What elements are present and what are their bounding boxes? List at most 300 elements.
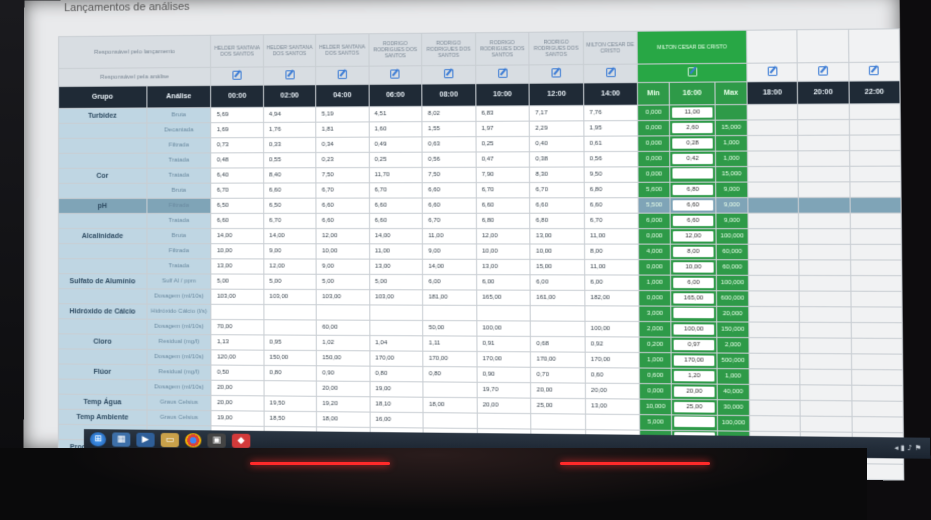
future-value-cell[interactable] [798,151,849,167]
future-value-cell[interactable] [748,244,799,260]
future-value-cell[interactable] [799,213,850,229]
value-cell[interactable]: 6,83 [476,106,530,122]
value-cell[interactable]: 13,00 [476,259,530,274]
value-cell[interactable]: 1,97 [476,121,530,137]
value-cell[interactable] [476,305,530,321]
chrome-icon[interactable] [185,433,201,447]
future-value-cell[interactable] [798,135,849,151]
value-cell[interactable] [264,320,317,336]
value-cell[interactable]: 13,00 [585,399,639,415]
value-cell[interactable]: 0,61 [584,136,638,152]
value-cell[interactable]: 19,00 [211,411,263,427]
edit-icon[interactable] [391,69,400,78]
value-cell[interactable]: 8,40 [264,168,317,183]
value-cell[interactable]: 120,00 [211,350,263,366]
future-value-cell[interactable] [850,197,902,213]
future-value-cell[interactable] [849,166,901,182]
edit-cell[interactable] [263,67,316,86]
future-value-cell[interactable] [749,369,800,385]
value-cell[interactable]: 0,95 [264,335,317,351]
future-value-cell[interactable] [852,417,904,433]
value-cell[interactable]: 6,70 [476,183,530,198]
future-value-cell[interactable] [850,291,902,307]
value-cell[interactable]: 6,50 [211,198,263,213]
edit-icon[interactable] [552,68,561,77]
value-cell[interactable]: 0,68 [531,336,585,352]
value-cell[interactable]: 103,00 [211,289,263,304]
value-cell[interactable]: 5,00 [264,274,317,289]
current-value-input[interactable]: 170,00 [674,355,715,366]
value-cell[interactable]: 0,80 [423,367,477,383]
value-cell[interactable]: 7,17 [529,105,583,121]
future-value-cell[interactable] [798,166,849,182]
future-value-cell[interactable] [851,338,903,354]
current-value-input[interactable]: 11,00 [672,107,712,118]
value-cell[interactable] [264,381,317,397]
value-cell[interactable]: 150,00 [317,350,370,366]
edit-icon[interactable] [818,66,828,75]
current-value-input[interactable]: 8,00 [673,247,714,257]
media-player-icon[interactable]: ▶ [136,433,154,447]
future-value-cell[interactable] [749,416,800,432]
value-cell[interactable] [316,305,369,321]
future-value-cell[interactable] [798,182,849,198]
current-value-input[interactable]: 1,20 [674,371,715,382]
value-cell[interactable]: 161,00 [530,290,584,306]
value-cell[interactable]: 6,70 [584,213,638,228]
future-value-cell[interactable] [851,354,903,370]
value-cell[interactable]: 10,00 [476,244,530,259]
value-cell[interactable]: 6,60 [369,213,422,228]
current-input-cell[interactable] [671,291,717,307]
future-value-cell[interactable] [849,119,900,135]
value-cell[interactable]: 12,00 [476,229,530,244]
value-cell[interactable]: 6,60 [584,198,638,213]
edit-icon[interactable] [233,71,242,80]
value-cell[interactable]: 6,00 [530,275,584,291]
value-cell[interactable]: 0,55 [263,153,316,168]
value-cell[interactable]: 6,80 [530,213,584,228]
future-value-cell[interactable] [850,276,902,292]
value-cell[interactable]: 165,00 [476,290,530,306]
future-value-cell[interactable] [748,198,799,214]
value-cell[interactable]: 6,70 [316,183,369,198]
value-cell[interactable]: 19,20 [317,396,370,412]
value-cell[interactable]: 10,00 [211,244,263,259]
value-cell[interactable]: 6,60 [530,198,584,213]
value-cell[interactable]: 0,48 [211,153,263,168]
value-cell[interactable] [585,414,639,430]
future-value-cell[interactable] [799,291,850,307]
value-cell[interactable]: 0,90 [477,367,531,383]
value-cell[interactable]: 0,56 [584,151,638,167]
value-cell[interactable]: 7,76 [584,105,638,121]
value-cell[interactable]: 60,00 [316,320,369,336]
value-cell[interactable]: 19,00 [370,381,424,397]
future-value-cell[interactable] [800,385,851,401]
value-cell[interactable] [369,305,422,321]
future-value-cell[interactable] [747,135,798,151]
edit-cell[interactable] [583,64,637,83]
future-value-cell[interactable] [748,166,799,182]
value-cell[interactable]: 170,00 [531,352,585,368]
folder-icon[interactable]: ▭ [161,433,179,447]
current-value-input[interactable]: 2,60 [672,123,713,133]
edit-icon[interactable] [498,69,507,78]
value-cell[interactable]: 0,56 [422,152,476,167]
future-value-cell[interactable] [800,416,851,432]
current-value-input[interactable]: 12,00 [673,231,714,241]
value-cell[interactable]: 5,00 [369,274,422,289]
current-value-input[interactable]: 6,60 [673,200,714,210]
value-cell[interactable]: 14,00 [211,229,263,244]
future-value-cell[interactable] [799,275,850,291]
future-value-cell[interactable] [800,322,851,338]
value-cell[interactable]: 5,00 [211,274,263,289]
value-cell[interactable]: 6,60 [211,213,263,228]
current-input-cell[interactable] [670,229,716,245]
value-cell[interactable]: 9,00 [264,244,317,259]
value-cell[interactable]: 0,80 [264,365,317,381]
edit-icon[interactable] [687,67,697,76]
current-input-cell[interactable] [669,120,715,136]
current-value-input[interactable]: 6,00 [673,278,714,288]
value-cell[interactable]: 6,40 [211,168,263,183]
value-cell[interactable]: 6,70 [422,213,476,228]
value-cell[interactable]: 18,00 [423,397,477,413]
value-cell[interactable]: 6,60 [476,198,530,213]
value-cell[interactable]: 6,60 [316,213,369,228]
value-cell[interactable]: 11,00 [423,229,477,244]
value-cell[interactable]: 6,70 [264,213,317,228]
future-value-cell[interactable] [849,104,900,120]
value-cell[interactable]: 13,00 [211,259,263,274]
current-input-cell[interactable] [670,198,716,214]
value-cell[interactable]: 11,70 [369,167,422,182]
value-cell[interactable]: 170,00 [423,351,477,367]
value-cell[interactable]: 13,00 [530,229,584,244]
value-cell[interactable]: 6,60 [316,198,369,213]
future-value-cell[interactable] [849,150,901,166]
value-cell[interactable]: 4,51 [369,106,422,122]
value-cell[interactable]: 170,00 [370,351,424,367]
value-cell[interactable]: 18,10 [370,397,424,413]
value-cell[interactable]: 100,00 [477,321,531,337]
anydesk-icon[interactable]: ◆ [232,434,250,448]
value-cell[interactable]: 5,69 [211,107,263,122]
value-cell[interactable]: 11,00 [369,244,422,259]
value-cell[interactable]: 1,13 [211,335,263,351]
value-cell[interactable]: 25,00 [531,398,585,414]
value-cell[interactable]: 1,11 [423,336,477,352]
value-cell[interactable]: 6,70 [530,182,584,197]
value-cell[interactable]: 1,55 [422,121,476,137]
edit-cell[interactable] [529,64,583,83]
future-value-cell[interactable] [748,213,799,229]
app-icon[interactable]: ▣ [207,433,225,447]
value-cell[interactable]: 0,80 [370,366,424,382]
current-value-input[interactable]: 0,97 [674,340,715,351]
value-cell[interactable]: 9,00 [423,244,477,259]
value-cell[interactable]: 1,69 [211,122,263,137]
future-value-cell[interactable] [748,229,799,245]
current-input-cell[interactable] [670,167,716,183]
value-cell[interactable]: 1,04 [369,336,422,352]
value-cell[interactable]: 14,00 [369,229,422,244]
value-cell[interactable]: 6,70 [369,183,422,198]
value-cell[interactable]: 7,50 [422,167,476,182]
value-cell[interactable]: 19,50 [264,396,317,412]
future-value-cell[interactable] [799,229,850,245]
value-cell[interactable]: 20,00 [211,395,263,411]
future-value-cell[interactable] [849,135,900,151]
future-value-cell[interactable] [800,338,851,354]
current-input-cell[interactable] [669,105,715,121]
value-cell[interactable]: 6,00 [585,275,639,291]
value-cell[interactable]: 5,00 [316,274,369,289]
value-cell[interactable]: 6,00 [423,275,477,290]
value-cell[interactable]: 6,60 [422,183,476,198]
value-cell[interactable]: 0,91 [477,336,531,352]
value-cell[interactable]: 0,47 [476,152,530,168]
edit-icon[interactable] [869,66,879,75]
current-value-input[interactable]: 25,00 [674,402,715,413]
current-input-cell[interactable] [670,182,716,198]
value-cell[interactable] [264,305,317,320]
value-cell[interactable]: 18,00 [317,412,370,428]
edit-icon[interactable] [606,68,616,77]
value-cell[interactable] [211,304,263,319]
future-value-cell[interactable] [749,322,800,338]
value-cell[interactable]: 103,00 [264,289,317,304]
value-cell[interactable]: 0,23 [316,152,369,167]
future-value-cell[interactable] [851,323,903,339]
value-cell[interactable]: 1,02 [317,335,370,351]
future-value-cell[interactable] [799,244,850,260]
current-value-input[interactable]: 6,80 [673,185,714,195]
future-value-cell[interactable] [799,197,850,213]
current-input-cell[interactable] [671,306,717,322]
edit-cell[interactable] [211,67,263,86]
value-cell[interactable]: 20,00 [317,381,370,397]
current-value-input[interactable] [674,416,715,427]
current-value-input[interactable] [673,308,714,319]
current-input-cell[interactable] [670,151,716,167]
future-value-cell[interactable] [749,400,800,416]
value-cell[interactable]: 100,00 [585,321,639,337]
start-orb-icon[interactable]: ⊞ [90,432,106,446]
future-value-cell[interactable] [800,354,851,370]
value-cell[interactable]: 0,50 [211,365,263,381]
value-cell[interactable]: 12,00 [264,259,317,274]
value-cell[interactable]: 9,50 [584,167,638,183]
current-input-cell[interactable] [670,136,716,152]
edit-cell[interactable] [797,62,848,81]
value-cell[interactable]: 14,00 [264,229,317,244]
value-cell[interactable]: 1,81 [316,122,369,137]
value-cell[interactable]: 103,00 [369,290,422,305]
value-cell[interactable]: 11,00 [584,259,638,275]
current-input-cell[interactable] [671,275,717,291]
value-cell[interactable]: 6,60 [422,198,476,213]
edit-icon[interactable] [285,70,294,79]
value-cell[interactable]: 8,02 [422,106,476,122]
value-cell[interactable]: 0,33 [263,137,316,152]
future-value-cell[interactable] [850,229,902,245]
future-value-cell[interactable] [800,369,851,385]
value-cell[interactable]: 70,00 [211,319,263,334]
current-input-cell[interactable] [671,337,717,353]
value-cell[interactable]: 0,25 [476,136,530,152]
current-value-input[interactable]: 100,00 [674,324,715,335]
value-cell[interactable] [531,414,585,430]
edit-cell[interactable] [369,66,422,85]
current-input-cell[interactable] [671,322,717,338]
value-cell[interactable]: 150,00 [264,350,317,366]
current-input-cell[interactable] [671,353,717,369]
future-value-cell[interactable] [749,353,800,369]
value-cell[interactable]: 0,40 [530,136,584,152]
future-value-cell[interactable] [749,384,800,400]
value-cell[interactable] [369,320,422,336]
current-value-input[interactable]: 0,42 [672,154,713,164]
value-cell[interactable]: 0,92 [585,337,639,353]
value-cell[interactable]: 182,00 [585,290,639,306]
current-input-cell[interactable] [671,415,717,431]
future-value-cell[interactable] [748,260,799,276]
value-cell[interactable]: 6,70 [211,183,263,198]
edit-cell[interactable] [475,65,529,84]
value-cell[interactable]: 7,50 [316,168,369,183]
value-cell[interactable]: 8,30 [530,167,584,183]
future-value-cell[interactable] [748,275,799,291]
value-cell[interactable]: 20,00 [211,380,263,396]
edit-icon[interactable] [338,70,347,79]
edit-cell-current[interactable] [638,63,747,82]
current-value-input[interactable]: 6,60 [673,216,714,226]
value-cell[interactable] [585,306,639,322]
future-value-cell[interactable] [851,401,903,417]
value-cell[interactable]: 6,60 [264,183,317,198]
value-cell[interactable]: 0,90 [317,366,370,382]
edit-cell[interactable] [422,65,476,84]
explorer-icon[interactable]: ▦ [112,432,130,446]
current-value-input[interactable] [672,168,713,178]
value-cell[interactable]: 0,38 [530,152,584,168]
value-cell[interactable]: 18,50 [264,411,317,427]
value-cell[interactable] [531,321,585,337]
future-value-cell[interactable] [747,104,798,120]
value-cell[interactable]: 13,00 [369,259,422,274]
value-cell[interactable]: 16,00 [370,412,424,428]
value-cell[interactable] [423,305,477,321]
future-value-cell[interactable] [799,260,850,276]
value-cell[interactable]: 1,76 [263,122,316,137]
future-value-cell[interactable] [849,182,901,198]
value-cell[interactable]: 15,00 [530,259,584,275]
future-value-cell[interactable] [799,307,850,323]
value-cell[interactable]: 8,00 [584,244,638,260]
value-cell[interactable]: 20,00 [585,383,639,399]
future-value-cell[interactable] [800,400,851,416]
current-input-cell[interactable] [671,368,717,384]
value-cell[interactable]: 50,00 [423,320,477,336]
value-cell[interactable]: 10,00 [316,244,369,259]
value-cell[interactable]: 1,95 [584,121,638,137]
current-input-cell[interactable] [671,384,717,400]
value-cell[interactable]: 0,73 [211,138,263,153]
future-value-cell[interactable] [748,291,799,307]
value-cell[interactable]: 1,60 [369,122,422,137]
value-cell[interactable]: 14,00 [423,259,477,274]
value-cell[interactable] [423,382,477,398]
value-cell[interactable]: 170,00 [477,351,531,367]
current-value-input[interactable]: 20,00 [674,386,715,397]
value-cell[interactable]: 103,00 [316,289,369,304]
current-input-cell[interactable] [670,213,716,229]
edit-icon[interactable] [767,67,777,76]
edit-cell[interactable] [316,66,369,85]
value-cell[interactable]: 2,29 [530,121,584,137]
current-input-cell[interactable] [671,399,717,415]
edit-cell[interactable] [747,63,798,82]
system-tray[interactable]: ◂ ▮ ♪ ⚑ [894,443,922,453]
future-value-cell[interactable] [747,120,798,136]
value-cell[interactable]: 0,63 [422,137,476,152]
value-cell[interactable]: 6,80 [584,182,638,198]
future-value-cell[interactable] [798,120,849,136]
value-cell[interactable]: 20,00 [477,398,531,414]
value-cell[interactable]: 9,00 [316,259,369,274]
value-cell[interactable]: 20,00 [531,383,585,399]
value-cell[interactable]: 11,00 [584,229,638,244]
future-value-cell[interactable] [850,260,902,276]
value-cell[interactable]: 19,70 [477,382,531,398]
value-cell[interactable]: 6,50 [264,198,317,213]
value-cell[interactable]: 0,70 [531,367,585,383]
future-value-cell[interactable] [851,385,903,401]
current-input-cell[interactable] [670,260,716,276]
value-cell[interactable] [423,413,477,429]
current-value-input[interactable]: 10,00 [673,262,714,272]
value-cell[interactable]: 0,49 [369,137,422,152]
value-cell[interactable]: 10,00 [530,244,584,259]
value-cell[interactable]: 5,19 [316,107,369,122]
value-cell[interactable]: 170,00 [585,352,639,368]
value-cell[interactable]: 6,60 [369,198,422,213]
value-cell[interactable]: 0,25 [369,152,422,167]
edit-cell[interactable] [848,62,899,81]
current-value-input[interactable]: 165,00 [673,293,714,303]
future-value-cell[interactable] [749,338,800,354]
value-cell[interactable]: 0,60 [585,368,639,384]
value-cell[interactable]: 6,00 [476,275,530,291]
future-value-cell[interactable] [747,151,798,167]
edit-icon[interactable] [444,69,453,78]
future-value-cell[interactable] [749,306,800,322]
future-value-cell[interactable] [748,182,799,198]
value-cell[interactable]: 0,34 [316,137,369,152]
future-value-cell[interactable] [851,369,903,385]
current-input-cell[interactable] [670,244,716,260]
value-cell[interactable]: 181,00 [423,290,477,306]
future-value-cell[interactable] [798,104,849,120]
value-cell[interactable]: 12,00 [316,229,369,244]
future-value-cell[interactable] [850,244,902,260]
future-value-cell[interactable] [850,213,902,229]
value-cell[interactable]: 4,94 [263,107,316,122]
current-value-input[interactable]: 0,28 [672,138,713,148]
